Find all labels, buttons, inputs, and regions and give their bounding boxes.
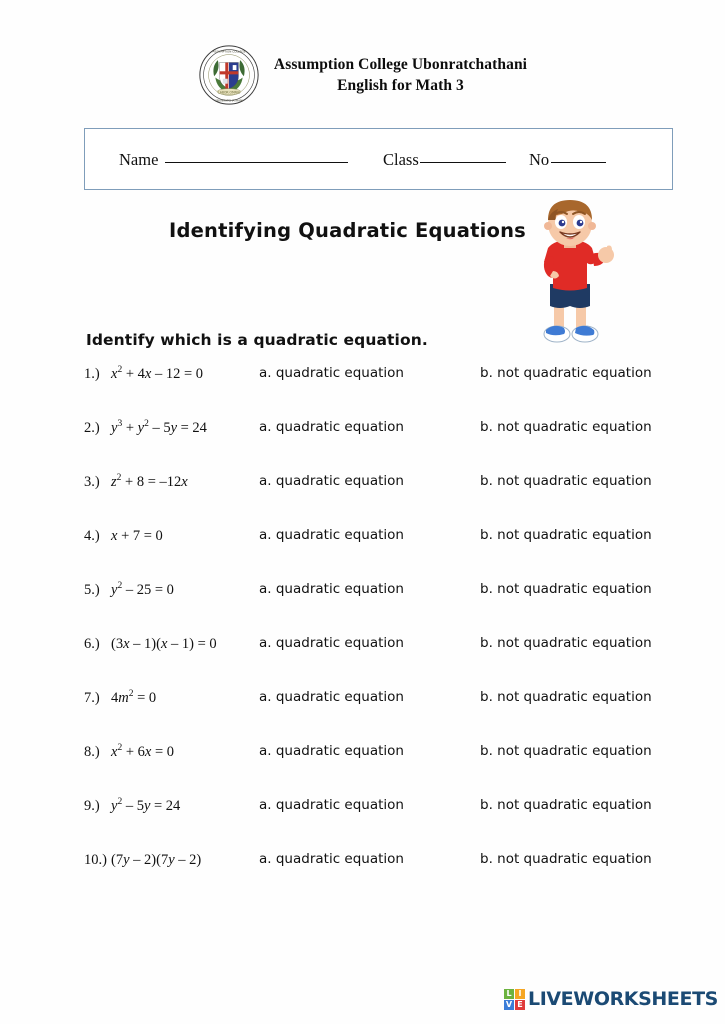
option-b[interactable]: b. not quadratic equation xyxy=(480,365,652,381)
question-equation: $4m^2 = 0$ xyxy=(111,689,157,706)
student-info-box xyxy=(84,128,673,190)
question-number: 2.) xyxy=(84,420,100,436)
instruction-text: Identify which is a quadratic equation. xyxy=(86,331,428,349)
option-b[interactable]: b. not quadratic equation xyxy=(480,527,652,543)
liveworksheets-logo[interactable] xyxy=(504,989,718,1010)
question-equation: $y^2 - 5y = 24$ xyxy=(111,797,181,814)
question-equation: $z^2 + 8 = -12x$ xyxy=(111,473,188,490)
class-field[interactable] xyxy=(383,150,506,170)
option-b[interactable]: b. not quadratic equation xyxy=(480,689,652,705)
question-row xyxy=(0,366,725,420)
option-a[interactable]: a. quadratic equation xyxy=(259,473,404,489)
question-row xyxy=(0,420,725,474)
cartoon-boy-thumbs-up-icon xyxy=(516,196,624,358)
option-a[interactable]: a. quadratic equation xyxy=(259,365,404,381)
question-equation: (7y – 2)(7y – 2) xyxy=(111,852,202,868)
option-a[interactable]: a. quadratic equation xyxy=(259,797,404,813)
option-a[interactable]: a. quadratic equation xyxy=(259,527,404,543)
question-number: 10.) xyxy=(84,852,107,868)
logo-tile-i: I xyxy=(515,989,525,999)
question-number: 9.) xyxy=(84,798,100,814)
logo-tile-v: V xyxy=(505,1000,513,1009)
question-row xyxy=(0,636,725,690)
class-input-rule[interactable] xyxy=(420,162,506,163)
svg-text:ASSUMPTION COLLEGE: ASSUMPTION COLLEGE xyxy=(212,49,246,54)
question-number: 7.) xyxy=(84,690,100,706)
question-row xyxy=(0,474,725,528)
question-equation: $y^3 + y^2 - 5y = 24$ xyxy=(111,419,207,436)
option-a[interactable]: a. quadratic equation xyxy=(259,743,404,759)
question-row xyxy=(0,744,725,798)
question-equation: $y^2 - 25 = 0$ xyxy=(111,581,174,598)
name-input-rule[interactable] xyxy=(165,162,348,163)
class-label: Class xyxy=(383,150,419,169)
option-b[interactable]: b. not quadratic equation xyxy=(480,797,652,813)
question-equation: x + 7 = 0 xyxy=(111,528,163,544)
option-b[interactable]: b. not quadratic equation xyxy=(480,635,652,651)
option-b[interactable]: b. not quadratic equation xyxy=(480,419,652,435)
question-number: 1.) xyxy=(84,366,100,382)
course-name: English for Math 3 xyxy=(337,77,464,94)
logo-tile-e: E xyxy=(515,1000,525,1010)
option-b[interactable]: b. not quadratic equation xyxy=(480,581,652,597)
svg-text:LABOR OMNIA: LABOR OMNIA xyxy=(217,90,240,95)
option-b[interactable]: b. not quadratic equation xyxy=(480,743,652,759)
worksheet-title: Identifying Quadratic Equations xyxy=(169,219,526,242)
page-header xyxy=(0,44,725,106)
question-number: 3.) xyxy=(84,474,100,490)
question-equation: $x^2 + 6x = 0$ xyxy=(111,743,174,760)
question-row xyxy=(0,582,725,636)
option-a[interactable]: a. quadratic equation xyxy=(259,419,404,435)
question-row xyxy=(0,528,725,582)
question-number: 6.) xyxy=(84,636,100,652)
no-input-rule[interactable] xyxy=(551,162,606,163)
liveworksheets-wordmark: LIVEWORKSHEETS xyxy=(528,988,718,1010)
question-number: 8.) xyxy=(84,744,100,760)
option-b[interactable]: b. not quadratic equation xyxy=(480,851,652,867)
liveworksheets-logo-tiles xyxy=(504,989,525,1010)
option-a[interactable]: a. quadratic equation xyxy=(259,635,404,651)
no-field[interactable] xyxy=(529,150,606,170)
name-label: Name xyxy=(119,150,159,169)
school-crest-icon xyxy=(198,44,260,106)
question-number: 5.) xyxy=(84,582,100,598)
svg-text:UBONRATCHATHANI: UBONRATCHATHANI xyxy=(214,98,243,103)
name-field[interactable] xyxy=(119,150,348,170)
student-info-row xyxy=(85,150,672,172)
option-b[interactable]: b. not quadratic equation xyxy=(480,473,652,489)
option-a[interactable]: a. quadratic equation xyxy=(259,689,404,705)
question-list xyxy=(0,366,725,906)
question-number: 4.) xyxy=(84,528,100,544)
question-equation: (3x – 1)(x – 1) = 0 xyxy=(111,636,217,652)
no-label: No xyxy=(529,150,550,169)
question-row xyxy=(0,852,725,906)
school-name: Assumption College Ubonratchathani xyxy=(273,56,528,73)
question-row xyxy=(0,690,725,744)
school-title-block xyxy=(274,54,527,96)
logo-tile-l: L xyxy=(504,989,514,999)
question-row xyxy=(0,798,725,852)
question-equation: $x^2 + 4x - 12 = 0$ xyxy=(111,365,203,382)
option-a[interactable]: a. quadratic equation xyxy=(259,581,404,597)
option-a[interactable]: a. quadratic equation xyxy=(259,851,404,867)
